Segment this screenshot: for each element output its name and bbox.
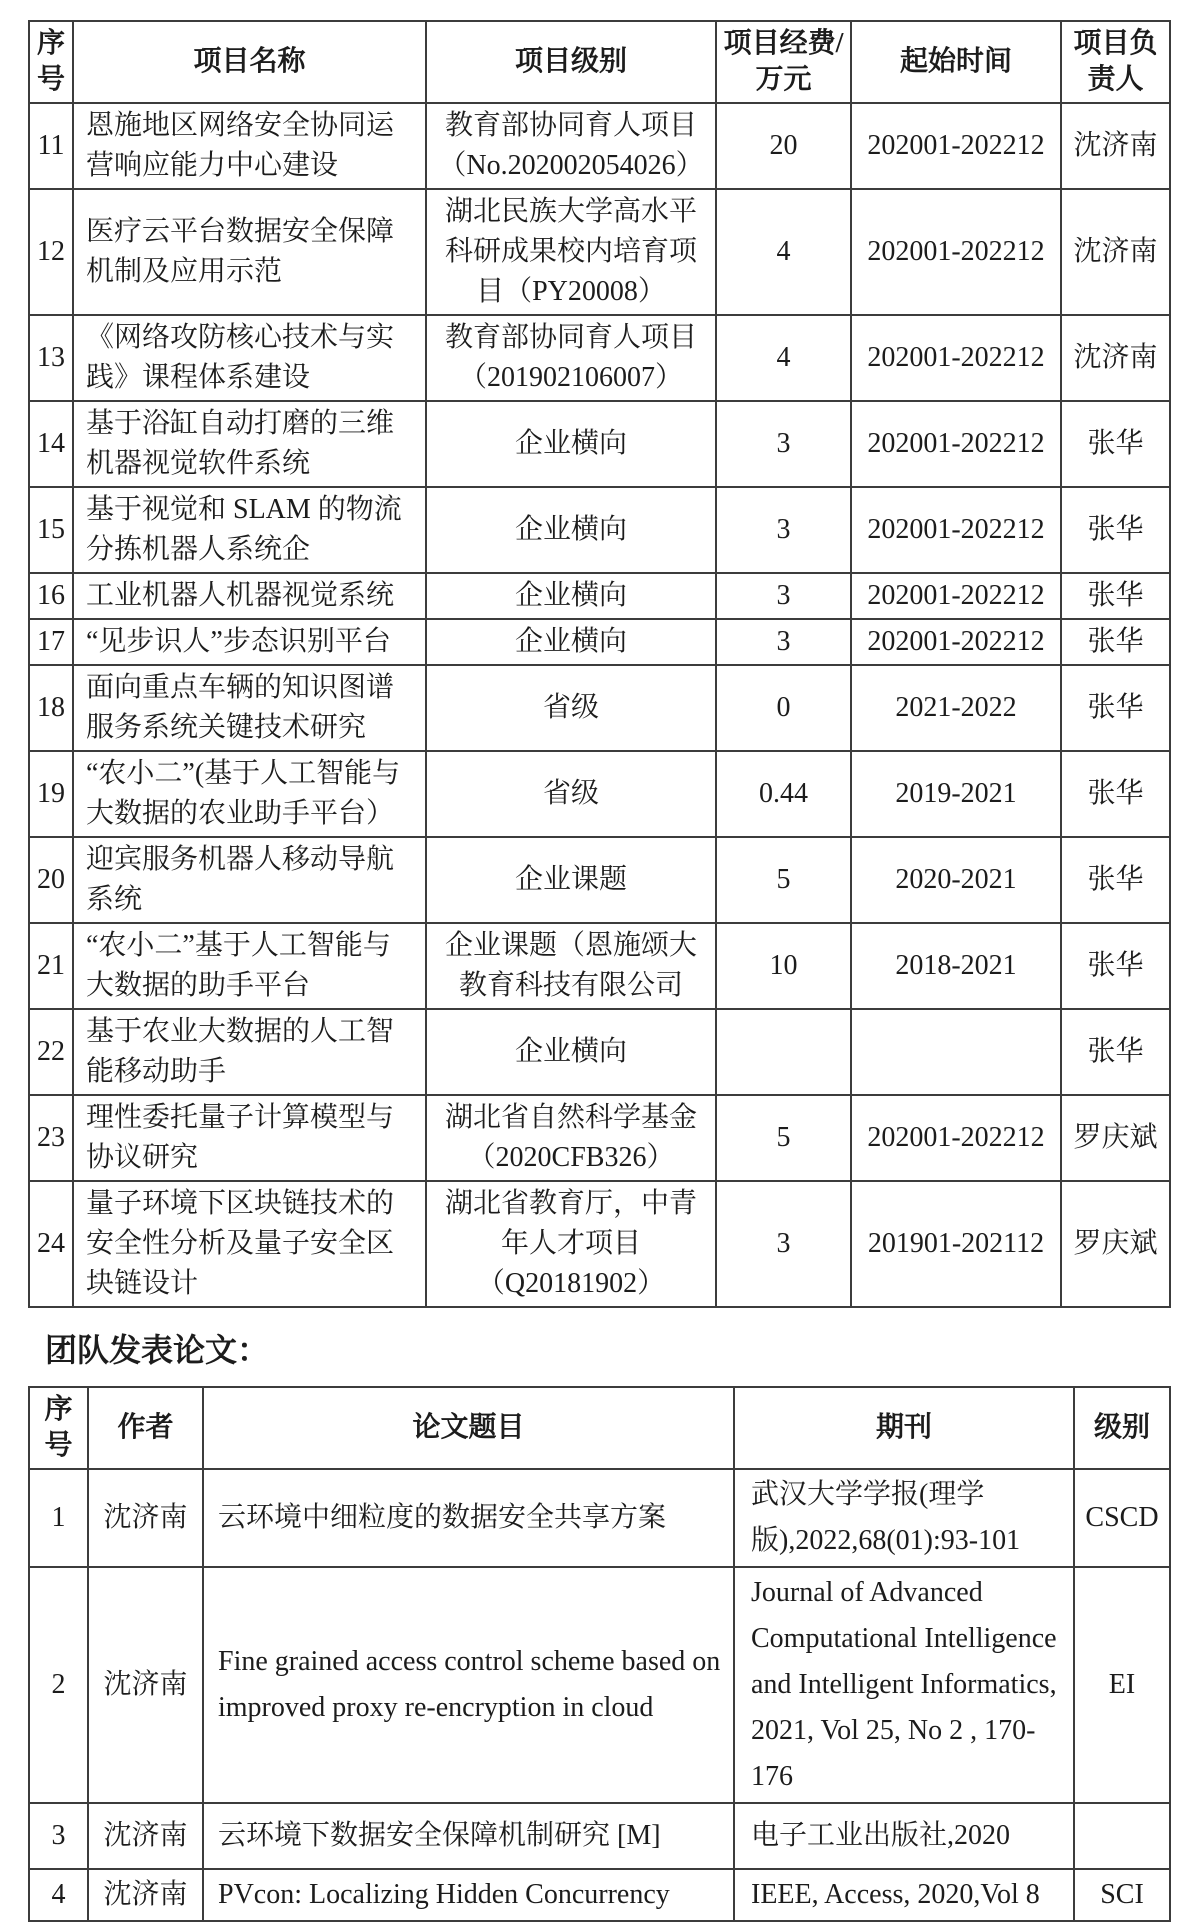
cell-project-leader: 张华 xyxy=(1061,923,1170,1009)
cell-project-leader: 张华 xyxy=(1061,751,1170,837)
header-no: 序号 xyxy=(29,1387,88,1469)
cell-project-fund: 4 xyxy=(716,315,851,401)
cell-paper-level: EI xyxy=(1074,1567,1170,1803)
cell-project-fund: 3 xyxy=(716,401,851,487)
document-page xyxy=(0,20,1201,1910)
table-row xyxy=(29,837,1170,923)
cell-paper-journal: Journal of Advanced Computational Intelligence and Intelligent Informatics, 2021, Vol 25, No 2 , 170-176 xyxy=(734,1567,1074,1803)
table-row xyxy=(29,189,1170,315)
table-row xyxy=(29,619,1170,665)
cell-project-period xyxy=(851,1009,1061,1095)
header-project-period: 起始时间 xyxy=(851,21,1061,103)
cell-project-name: 基于农业大数据的人工智能移动助手 xyxy=(73,1009,426,1095)
cell-project-leader: 罗庆斌 xyxy=(1061,1181,1170,1307)
cell-no: 11 xyxy=(29,103,73,189)
section-heading-papers: 团队发表论文： xyxy=(45,1332,270,1368)
cell-no: 3 xyxy=(29,1803,88,1869)
cell-project-leader: 张华 xyxy=(1061,619,1170,665)
cell-project-fund: 10 xyxy=(716,923,851,1009)
cell-paper-author: 沈济南 xyxy=(88,1803,203,1869)
cell-project-leader: 张华 xyxy=(1061,665,1170,751)
cell-project-leader: 沈济南 xyxy=(1061,315,1170,401)
cell-paper-title: 云环境中细粒度的数据安全共享方案 xyxy=(203,1469,734,1567)
header-paper-journal: 期刊 xyxy=(734,1387,1074,1469)
cell-project-period: 202001-202212 xyxy=(851,1095,1061,1181)
cell-project-name: “农小二”(基于人工智能与大数据的农业助手平台） xyxy=(73,751,426,837)
cell-project-period: 2018-2021 xyxy=(851,923,1061,1009)
cell-project-fund: 5 xyxy=(716,837,851,923)
cell-project-leader: 张华 xyxy=(1061,401,1170,487)
cell-no: 18 xyxy=(29,665,73,751)
cell-project-fund: 0 xyxy=(716,665,851,751)
cell-paper-title: Fine grained access control scheme based on improved proxy re-encryption in cloud xyxy=(203,1567,734,1803)
table-row xyxy=(29,1009,1170,1095)
cell-project-level: 省级 xyxy=(426,751,716,837)
header-paper-level: 级别 xyxy=(1074,1387,1170,1469)
table-row xyxy=(29,573,1170,619)
cell-paper-author: 沈济南 xyxy=(88,1567,203,1803)
header-paper-title: 论文题目 xyxy=(203,1387,734,1469)
cell-no: 19 xyxy=(29,751,73,837)
cell-project-fund: 3 xyxy=(716,1181,851,1307)
cell-no: 17 xyxy=(29,619,73,665)
cell-project-name: 迎宾服务机器人移动导航系统 xyxy=(73,837,426,923)
cell-project-level: 企业课题 xyxy=(426,837,716,923)
cell-project-fund: 5 xyxy=(716,1095,851,1181)
cell-project-period: 2020-2021 xyxy=(851,837,1061,923)
table-row xyxy=(29,315,1170,401)
table-row xyxy=(29,1869,1170,1921)
table-row xyxy=(29,487,1170,573)
table-row xyxy=(29,1095,1170,1181)
cell-project-fund xyxy=(716,1009,851,1095)
header-project-leader: 项目负责人 xyxy=(1061,21,1170,103)
cell-project-level: 湖北省自然科学基金（2020CFB326） xyxy=(426,1095,716,1181)
cell-project-fund: 3 xyxy=(716,487,851,573)
cell-project-fund: 4 xyxy=(716,189,851,315)
header-no: 序号 xyxy=(29,21,73,103)
cell-paper-author: 沈济南 xyxy=(88,1469,203,1567)
cell-project-leader: 张华 xyxy=(1061,487,1170,573)
cell-project-name: 理性委托量子计算模型与协议研究 xyxy=(73,1095,426,1181)
cell-no: 15 xyxy=(29,487,73,573)
cell-no: 20 xyxy=(29,837,73,923)
cell-paper-title: 云环境下数据安全保障机制研究 [M] xyxy=(203,1803,734,1869)
cell-no: 24 xyxy=(29,1181,73,1307)
projects-table xyxy=(28,20,1171,1308)
cell-project-level: 教育部协同育人项目（201902106007） xyxy=(426,315,716,401)
papers-header-row xyxy=(29,1387,1170,1469)
cell-project-name: 工业机器人机器视觉系统 xyxy=(73,573,426,619)
table-row xyxy=(29,751,1170,837)
cell-project-period: 202001-202212 xyxy=(851,189,1061,315)
cell-paper-level: CSCD xyxy=(1074,1469,1170,1567)
cell-project-fund: 3 xyxy=(716,573,851,619)
papers-table xyxy=(28,1386,1171,1922)
cell-no: 16 xyxy=(29,573,73,619)
projects-header-row xyxy=(29,21,1170,103)
table-row xyxy=(29,103,1170,189)
cell-paper-journal: 电子工业出版社,2020 xyxy=(734,1803,1074,1869)
cell-project-level: 企业横向 xyxy=(426,573,716,619)
cell-project-name: 恩施地区网络安全协同运营响应能力中心建设 xyxy=(73,103,426,189)
table-row xyxy=(29,1567,1170,1803)
cell-project-name: “见步识人”步态识别平台 xyxy=(73,619,426,665)
cell-project-level: 湖北省教育厅，中青年人才项目（Q20181902） xyxy=(426,1181,716,1307)
cell-no: 2 xyxy=(29,1567,88,1803)
header-project-level: 项目级别 xyxy=(426,21,716,103)
cell-project-period: 202001-202212 xyxy=(851,401,1061,487)
cell-project-level: 企业课题（恩施颂大教育科技有限公司 xyxy=(426,923,716,1009)
cell-no: 13 xyxy=(29,315,73,401)
cell-no: 21 xyxy=(29,923,73,1009)
table-row xyxy=(29,401,1170,487)
cell-project-name: 《网络攻防核心技术与实践》课程体系建设 xyxy=(73,315,426,401)
cell-no: 14 xyxy=(29,401,73,487)
cell-project-leader: 沈济南 xyxy=(1061,103,1170,189)
cell-paper-level: SCI xyxy=(1074,1869,1170,1921)
cell-project-name: 医疗云平台数据安全保障机制及应用示范 xyxy=(73,189,426,315)
cell-project-leader: 张华 xyxy=(1061,1009,1170,1095)
cell-project-period: 202001-202212 xyxy=(851,487,1061,573)
cell-project-period: 2019-2021 xyxy=(851,751,1061,837)
cell-project-fund: 20 xyxy=(716,103,851,189)
cell-project-level: 省级 xyxy=(426,665,716,751)
cell-no: 22 xyxy=(29,1009,73,1095)
cell-project-period: 202001-202212 xyxy=(851,619,1061,665)
cell-project-period: 202001-202212 xyxy=(851,315,1061,401)
table-row xyxy=(29,1803,1170,1869)
cell-project-fund: 0.44 xyxy=(716,751,851,837)
header-paper-author: 作者 xyxy=(88,1387,203,1469)
cell-project-level: 企业横向 xyxy=(426,1009,716,1095)
header-project-name: 项目名称 xyxy=(73,21,426,103)
cell-project-name: 量子环境下区块链技术的安全性分析及量子安全区块链设计 xyxy=(73,1181,426,1307)
cell-project-fund: 3 xyxy=(716,619,851,665)
cell-project-period: 202001-202212 xyxy=(851,103,1061,189)
cell-project-level: 企业横向 xyxy=(426,619,716,665)
cell-paper-journal: 武汉大学学报(理学版),2022,68(01):93-101 xyxy=(734,1469,1074,1567)
cell-paper-journal: IEEE, Access, 2020,Vol 8 xyxy=(734,1869,1074,1921)
cell-project-level: 企业横向 xyxy=(426,487,716,573)
cell-project-leader: 张华 xyxy=(1061,837,1170,923)
cell-no: 1 xyxy=(29,1469,88,1567)
cell-project-level: 企业横向 xyxy=(426,401,716,487)
table-row xyxy=(29,923,1170,1009)
cell-project-leader: 罗庆斌 xyxy=(1061,1095,1170,1181)
cell-project-name: 基于视觉和 SLAM 的物流分拣机器人系统企 xyxy=(73,487,426,573)
cell-project-leader: 张华 xyxy=(1061,573,1170,619)
cell-project-name: 面向重点车辆的知识图谱服务系统关键技术研究 xyxy=(73,665,426,751)
cell-project-name: 基于浴缸自动打磨的三维机器视觉软件系统 xyxy=(73,401,426,487)
cell-project-name: “农小二”基于人工智能与大数据的助手平台 xyxy=(73,923,426,1009)
cell-no: 23 xyxy=(29,1095,73,1181)
table-row xyxy=(29,665,1170,751)
header-project-fund: 项目经费/万元 xyxy=(716,21,851,103)
cell-project-level: 教育部协同育人项目（No.202002054026） xyxy=(426,103,716,189)
cell-project-level: 湖北民族大学高水平科研成果校内培育项目（PY20008） xyxy=(426,189,716,315)
cell-project-period: 202001-202212 xyxy=(851,573,1061,619)
cell-project-period: 201901-202112 xyxy=(851,1181,1061,1307)
table-row xyxy=(29,1181,1170,1307)
cell-paper-title: PVcon: Localizing Hidden Concurrency xyxy=(203,1869,734,1921)
cell-project-period: 2021-2022 xyxy=(851,665,1061,751)
cell-no: 4 xyxy=(29,1869,88,1921)
cell-project-leader: 沈济南 xyxy=(1061,189,1170,315)
cell-paper-level xyxy=(1074,1803,1170,1869)
table-row xyxy=(29,1469,1170,1567)
cell-paper-author: 沈济南 xyxy=(88,1869,203,1921)
cell-no: 12 xyxy=(29,189,73,315)
